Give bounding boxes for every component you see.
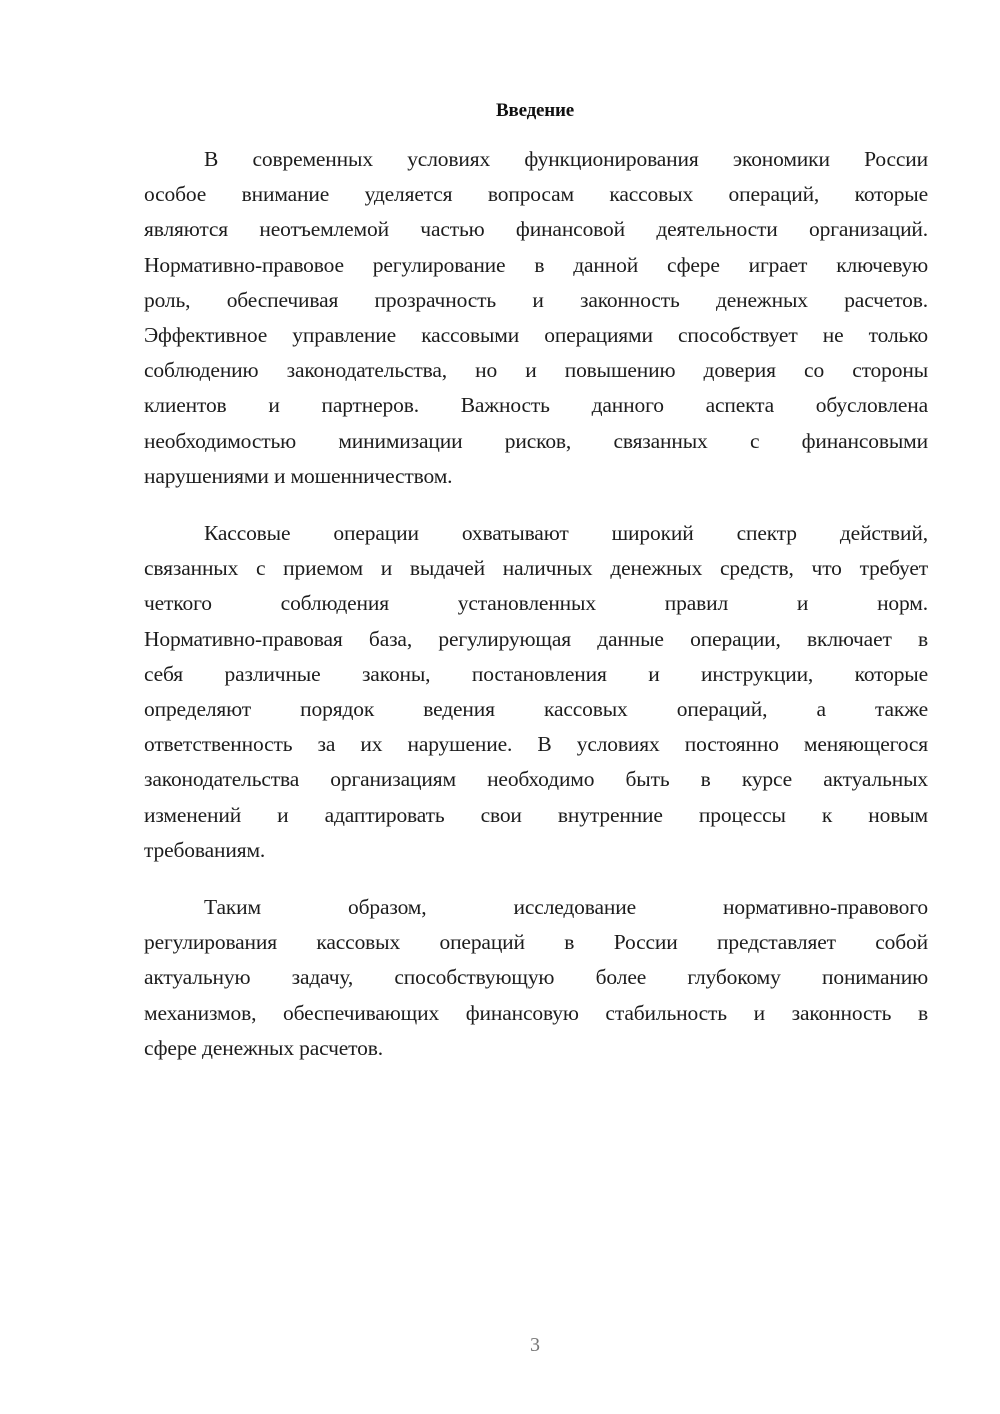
text-line: клиентов и партнеров. Важность данного аспекта обусловлена: [144, 393, 928, 418]
paragraph-2: [144, 516, 928, 868]
text-line: являются неотъемлемой частью финансовой деятельности организаций.: [144, 217, 928, 242]
paragraph-1: [144, 142, 928, 494]
text-line: ответственность за их нарушение. В условиях постоянно меняющегося: [144, 732, 928, 757]
text-line: себя различные законы, постановления и инструкции, которые: [144, 661, 928, 686]
text-line: Нормативно-правовое регулирование в данной сфере играет ключевую: [144, 252, 928, 277]
text-line: особое внимание уделяется вопросам кассовых операций, которые: [144, 182, 928, 207]
text-line: необходимостью минимизации рисков, связанных с финансовыми: [144, 428, 928, 453]
text-line: Нормативно-правовая база, регулирующая данные операции, включает в: [144, 626, 928, 651]
text-line: четкого соблюдения установленных правил и норм.: [144, 591, 928, 616]
text-line: актуальную задачу, способствующую более глубокому пониманию: [144, 965, 928, 990]
page-title: Введение: [496, 100, 574, 121]
text-line: нарушениями и мошенничеством.: [144, 463, 453, 488]
text-line: Кассовые операции охватывают широкий спектр действий,: [204, 521, 928, 545]
text-line: механизмов, обеспечивающих финансовую стабильность и законность в: [144, 1000, 928, 1025]
paragraph-3: [144, 890, 928, 1066]
text-line: роль, обеспечивая прозрачность и законность денежных расчетов.: [144, 287, 928, 312]
text-line: регулирования кассовых операций в России представляет собой: [144, 930, 928, 955]
text-line: соблюдению законодательства, но и повышению доверия со стороны: [144, 358, 928, 383]
text-line: требованиям.: [144, 837, 266, 862]
text-line: сфере денежных расчетов.: [144, 1035, 383, 1060]
text-line: Таким образом, исследование нормативно-правового: [204, 895, 928, 919]
page-number: 3: [530, 1334, 540, 1356]
text-line: В современных условиях функционирования экономики России: [204, 147, 928, 171]
text-line: законодательства организациям необходимо быть в курсе актуальных: [144, 767, 928, 792]
text-line: Эффективное управление кассовыми операциями способствует не только: [144, 322, 928, 347]
text-line: изменений и адаптировать свои внутренние процессы к новым: [144, 802, 928, 827]
text-line: определяют порядок ведения кассовых операций, а также: [144, 696, 928, 721]
text-line: связанных с приемом и выдачей наличных денежных средств, что требует: [144, 556, 928, 581]
